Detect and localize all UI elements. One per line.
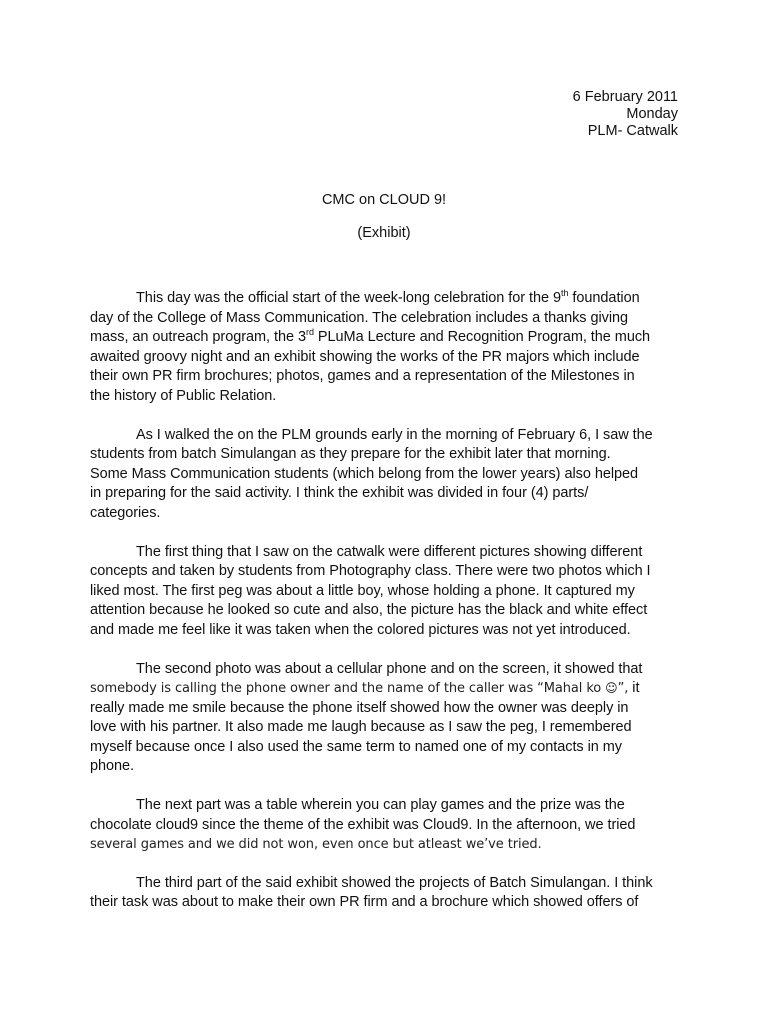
text-line: students from batch Simulangan as they prepare for the exhibit later that morning. [90, 446, 611, 463]
paragraph-3 [90, 543, 690, 641]
superscript: rd [306, 327, 314, 338]
text-line: in preparing for the said activity. I think the exhibit was divided in four (4) parts/ [90, 485, 589, 502]
text-segment: somebody is calling the phone owner and the name of the caller was “Mahal ko [90, 681, 606, 697]
text-line: love with his partner. It also made me laugh because as I saw the peg, I remembered [90, 719, 632, 736]
text-line: their own PR firm brochures; photos, games and a representation of the Milestones in [90, 368, 635, 385]
text-segment: foundation [568, 290, 640, 306]
text-line [90, 835, 690, 855]
date-location-header [573, 89, 678, 140]
text-line: The second photo was about a cellular phone and on the screen, it showed that [136, 660, 643, 677]
paragraph-1 [90, 289, 690, 407]
header-day: Monday [626, 106, 678, 122]
superscript: th [561, 288, 569, 299]
text-line [90, 289, 690, 309]
paragraph-5 [90, 796, 690, 855]
text-line: The first thing that I saw on the catwalk were different pictures showing different [136, 543, 643, 560]
text-line: chocolate cloud9 since the theme of the exhibit was Cloud9. In the afternoon, we tried [90, 816, 636, 833]
text-line: awaited groovy night and an exhibit showing the works of the PR majors which include [90, 348, 640, 365]
text-segment: several games and we did not won, even once but atleast we’ve tried. [90, 837, 542, 853]
text-segment: ”, [617, 681, 629, 697]
text-line: The third part of the said exhibit showed the projects of Batch Simulangan. I think [136, 874, 653, 891]
text-line: concepts and taken by students from Photography class. There were two photos which I [90, 563, 651, 580]
text-line: The next part was a table wherein you can play games and the prize was the [136, 797, 625, 814]
document-subtitle: (Exhibit) [357, 225, 411, 241]
header-place: PLM- Catwalk [587, 123, 678, 139]
text-line: phone. [90, 758, 135, 775]
paragraph-6 [90, 874, 690, 913]
text-segment: This day was the official start of the week-long celebration for the 9 [136, 290, 562, 306]
text-line: Some Mass Communication students (which belong from the lower years) also helped [90, 465, 639, 482]
text-line: really made me smile because the phone itself showed how the owner was deeply in [90, 699, 629, 716]
text-line [90, 679, 690, 699]
text-line: myself because once I also used the same term to named one of my contacts in my [90, 738, 623, 755]
text-segment: it [628, 680, 640, 697]
text-line: their task was about to make their own PR firm and a brochure which showed offers of [90, 894, 639, 911]
smiley-icon: ☺ [605, 681, 618, 696]
document-title: CMC on CLOUD 9! [321, 192, 447, 208]
text-line: liked most. The first peg was about a little boy, whose holding a phone. It captured my [90, 582, 635, 599]
text-line [90, 328, 690, 348]
text-line: categories. [90, 504, 161, 521]
text-line: day of the College of Mass Communication. The celebration includes a thanks giving [90, 309, 629, 326]
header-date: 6 February 2011 [572, 89, 678, 105]
body-text [90, 289, 690, 932]
paragraph-4 [90, 660, 690, 778]
text-line: and made me feel like it was taken when the colored pictures was not yet introduced. [90, 621, 631, 638]
text-line: the history of Public Relation. [90, 387, 277, 404]
text-segment: mass, an outreach program, the 3 [90, 329, 307, 346]
paragraph-2 [90, 426, 690, 524]
text-segment: PLuMa Lecture and Recognition Program, the much [313, 329, 651, 346]
text-line: As I walked the on the PLM grounds early in the morning of February 6, I saw the [136, 426, 653, 443]
text-line: attention because he looked so cute and also, the picture has the black and white effect [90, 602, 648, 619]
